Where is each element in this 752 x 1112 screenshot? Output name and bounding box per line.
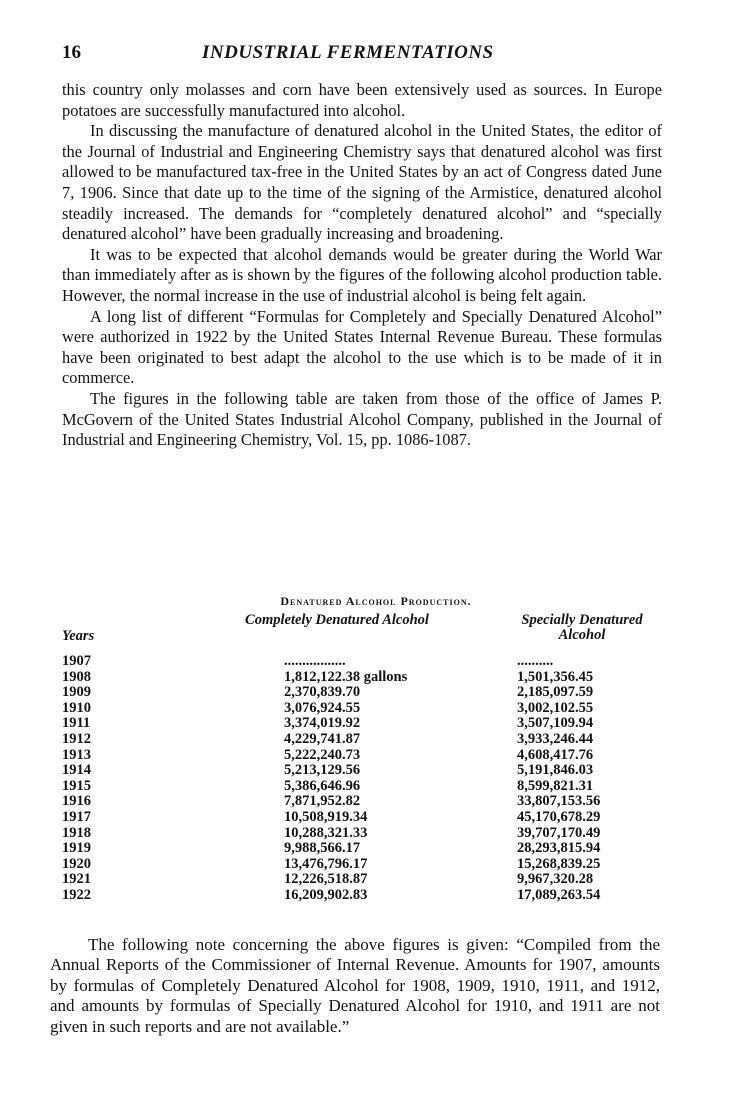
specially-cell: 3,933,246.44 xyxy=(517,730,594,747)
paragraph: this country only molasses and corn have been extensively used as sources. In Europe potatoes are successfully manufactured into alcohol. xyxy=(62,80,662,120)
table-title: Denatured Alcohol Production. xyxy=(280,594,472,608)
specially-cell: 17,089,263.54 xyxy=(517,886,601,903)
completely-cell: 10,508,919.34 xyxy=(284,808,368,825)
specially-cell: 8,599,821.31 xyxy=(517,777,594,794)
table-row xyxy=(62,748,662,764)
specially-cell: .......... xyxy=(517,653,554,669)
year-cell: 1910 xyxy=(62,699,91,716)
completely-cell: 3,076,924.55 xyxy=(284,699,361,716)
completely-cell: 12,226,518.87 xyxy=(284,871,368,888)
running-head: INDUSTRIAL FERMENTATIONS xyxy=(202,42,494,63)
table-row xyxy=(62,810,662,826)
year-cell: 1920 xyxy=(62,855,91,872)
table-row xyxy=(62,654,662,670)
specially-cell: 9,967,320.28 xyxy=(517,871,594,888)
specially-cell: 39,707,170.49 xyxy=(517,824,601,841)
completely-cell: 4,229,741.87 xyxy=(284,730,361,747)
year-cell: 1912 xyxy=(62,730,91,747)
page-header xyxy=(62,42,662,68)
table-row xyxy=(62,779,662,795)
completely-cell: 3,374,019.92 xyxy=(284,715,361,732)
paragraph: It was to be expected that alcohol demands would be greater during the World War than immediately after as is shown by the figures of the following alcohol production table. However, the normal increase in the use of industrial alcohol is being felt again. xyxy=(62,244,662,305)
table-row xyxy=(62,670,662,686)
paragraph: The figures in the following table are taken from those of the office of James P. McGovern of the United States Industrial Alcohol Company, published in the Journal of Industrial and Engineering Chemistry, Vol. 15, pp. 1086-1087. xyxy=(62,388,662,450)
completely-cell: 2,370,839.70 xyxy=(284,684,361,701)
table-row xyxy=(62,763,662,779)
year-cell: 1921 xyxy=(62,871,91,888)
year-cell: 1909 xyxy=(62,684,91,701)
completely-cell: 1,812,122.38 gallons xyxy=(284,668,408,685)
column-header-years: Years xyxy=(62,628,95,644)
table-row xyxy=(62,701,662,717)
year-cell: 1911 xyxy=(62,715,91,732)
table-row xyxy=(62,794,662,810)
completely-cell: 9,988,566.17 xyxy=(284,840,361,857)
year-cell: 1919 xyxy=(62,840,91,857)
specially-cell: 1,501,356.45 xyxy=(517,668,594,685)
table-note xyxy=(50,935,660,1037)
year-cell: 1913 xyxy=(62,746,91,763)
note-paragraph: The following note concerning the above figures is given: “Compiled from the Annual Reports of the Commissioner of Internal Revenue. Amounts for 1907, amounts by formulas of Completely Denatured Alcohol for 1908, 1909, 1910, 1911, and 1912, and amounts by formulas of Specially Denatured Alcohol for 1910, and 1911 are not given in such reports and are not available.” xyxy=(50,935,660,1036)
table-row xyxy=(62,888,662,904)
year-cell: 1907 xyxy=(62,653,91,669)
completely-cell: 5,213,129.56 xyxy=(284,762,361,779)
completely-cell: 13,476,796.17 xyxy=(284,855,368,872)
completely-cell: ................. xyxy=(284,653,346,669)
specially-cell: 3,507,109.94 xyxy=(517,715,594,732)
year-cell: 1918 xyxy=(62,824,91,841)
specially-cell: 5,191,846.03 xyxy=(517,762,594,779)
table-row xyxy=(62,716,662,732)
table-row xyxy=(62,685,662,701)
page-number: 16 xyxy=(62,42,81,63)
column-header-completely: Completely Denatured Alcohol xyxy=(245,612,429,628)
paragraph: In discussing the manufacture of denatured alcohol in the United States, the editor of the Journal of Industrial and Engineering Chemistry says that denatured alcohol was first allowed to be manufactured tax-free in the United States by an act of Congress dated June 7, 1906. Since that date up to the time of the signing of the Armistice, denatured alcohol steadily increased. The demands for “completely denatured alcohol” and “specially denatured alcohol” have been gradually increasing and broadening. xyxy=(62,121,662,244)
completely-cell: 10,288,321.33 xyxy=(284,824,368,841)
specially-cell: 15,268,839.25 xyxy=(517,855,601,872)
year-cell: 1916 xyxy=(62,793,91,810)
year-cell: 1922 xyxy=(62,886,91,903)
table-row xyxy=(62,826,662,842)
paragraph: A long list of different “Formulas for Completely and Specially Denatured Alcohol” were authorized in 1922 by the United States Internal Revenue Bureau. These formulas have been originated to best adapt the alcohol to the use which is to be made of it in commerce. xyxy=(62,306,662,388)
table-row xyxy=(62,857,662,873)
column-header-specially: Specially Denatured Alcohol xyxy=(521,612,643,643)
specially-cell: 2,185,097.59 xyxy=(517,684,594,701)
specially-cell: 3,002,102.55 xyxy=(517,699,594,716)
year-cell: 1915 xyxy=(62,777,91,794)
completely-cell: 5,386,646.96 xyxy=(284,777,361,794)
year-cell: 1917 xyxy=(62,808,91,825)
table-row xyxy=(62,732,662,748)
year-cell: 1914 xyxy=(62,762,91,779)
table-row xyxy=(62,841,662,857)
year-cell: 1908 xyxy=(62,668,91,685)
body-text xyxy=(62,80,662,451)
completely-cell: 16,209,902.83 xyxy=(284,886,368,903)
table-row xyxy=(62,872,662,888)
completely-cell: 7,871,952.82 xyxy=(284,793,361,810)
specially-cell: 33,807,153.56 xyxy=(517,793,601,810)
specially-cell: 28,293,815.94 xyxy=(517,840,601,857)
completely-cell: 5,222,240.73 xyxy=(284,746,361,763)
table-body xyxy=(62,654,662,904)
specially-cell: 4,608,417.76 xyxy=(517,746,594,763)
specially-cell: 45,170,678.29 xyxy=(517,808,601,825)
